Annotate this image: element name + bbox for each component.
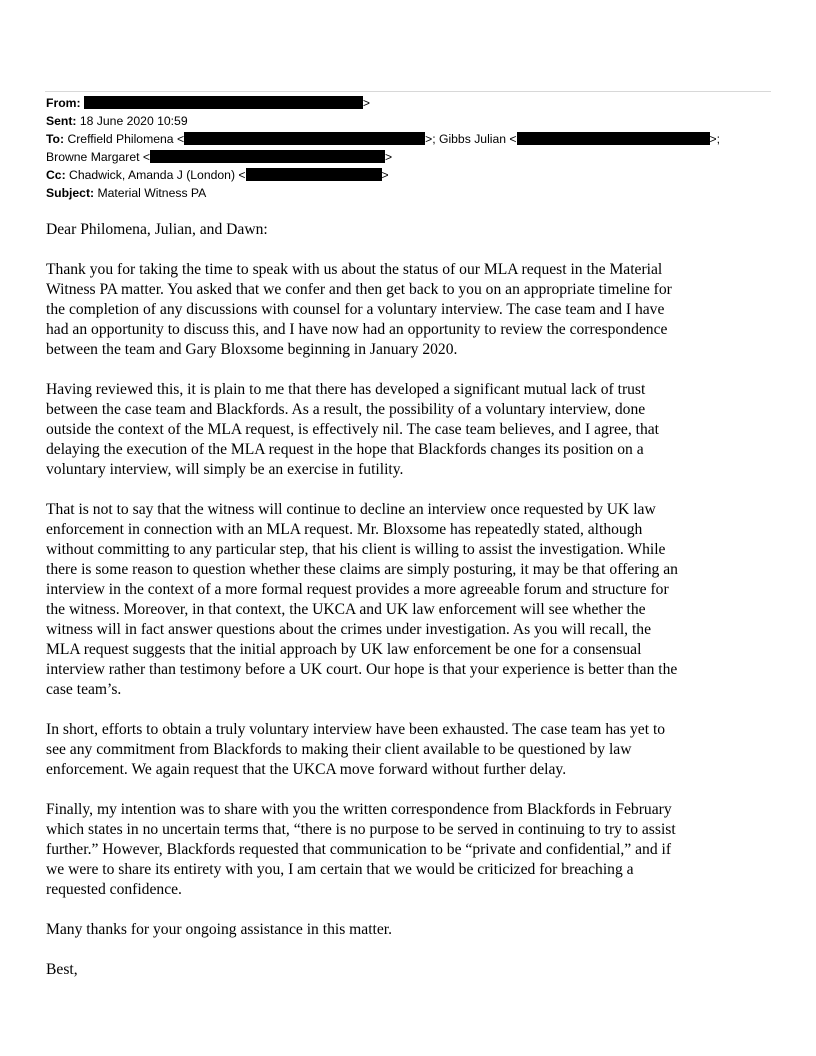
paragraph-line: voluntary interview, will simply be an exercise in futility. <box>46 461 404 478</box>
paragraph-line: had an opportunity to discuss this, and I have now had an opportunity to review the correspondence <box>46 321 668 338</box>
cc-label: Cc: <box>46 168 66 182</box>
paragraph-line: Thank you for taking the time to speak with us about the status of our MLA request in the Material <box>46 261 663 278</box>
redaction-box <box>517 132 710 145</box>
paragraph-line: MLA request suggests that the initial approach by UK law enforcement be one for a consensual <box>46 641 642 658</box>
to-line-continued <box>46 148 776 166</box>
paragraph-line: between the case team and Blackfords. As a result, the possibility of a voluntary interview, done <box>46 401 646 418</box>
sent-label: Sent: <box>46 114 77 128</box>
paragraph-6: Many thanks for your ongoing assistance in this matter. <box>46 921 393 938</box>
paragraph-line: Witness PA matter. You asked that we confer and then get back to you on an appropriate timeline for <box>46 281 672 298</box>
paragraph-line: Having reviewed this, it is plain to me that there has developed a significant mutual lack of trust <box>46 381 646 398</box>
paragraph-line: interview rather than testimony before a UK court. Our hope is that your experience is better than the <box>46 661 678 678</box>
paragraph-line: between the team and Gary Bloxsome beginning in January 2020. <box>46 341 458 358</box>
cc-close: > <box>381 168 389 182</box>
redaction-box <box>246 168 382 181</box>
paragraph-line: enforcement in connection with an MLA request. Mr. Bloxsome has repeatedly stated, although <box>46 521 643 538</box>
subject-label: Subject: <box>46 186 95 200</box>
paragraph-line: see any commitment from Blackfords to making their client available to be questioned by law <box>46 741 632 758</box>
salutation: Dear Philomena, Julian, and Dawn: <box>46 221 268 238</box>
paragraph-line: further.” However, Blackfords requested that communication to be “private and confidential,” and if <box>46 841 672 858</box>
to-recipient-3: Browne Margaret < <box>46 150 150 164</box>
to-close: > <box>384 150 393 164</box>
paragraph-1 <box>46 260 774 360</box>
paragraph-line: which states in no uncertain terms that, “there is no purpose to be served in continuing to try to assist <box>46 821 676 838</box>
paragraph-2 <box>46 380 774 480</box>
paragraph-line: requested confidence. <box>46 881 182 898</box>
redaction-box <box>150 150 385 163</box>
paragraph-line: the witness. Moreover, in that context, the UKCA and UK law enforcement will see whether the <box>46 601 646 618</box>
email-header <box>46 94 776 202</box>
cc-value: Chadwick, Amanda J (London) < <box>69 168 246 182</box>
letter-body <box>46 220 774 1000</box>
sent-line <box>46 112 776 130</box>
paragraph-3 <box>46 500 774 700</box>
cc-line <box>46 166 776 184</box>
paragraph-line: there is some reason to question whether these claims are simply posturing, it may be that offering an <box>46 561 678 578</box>
from-line <box>46 94 776 112</box>
paragraph-line: we were to share its entirety with you, I am certain that we would be criticized for breaching a <box>46 861 634 878</box>
header-divider <box>45 91 771 92</box>
paragraph-4 <box>46 720 774 780</box>
subject-value: Material Witness PA <box>97 186 207 200</box>
from-close: > <box>362 96 371 110</box>
closing: Best, <box>46 961 78 978</box>
to-recipient-1: Creffield Philomena < <box>67 132 185 146</box>
redaction-box <box>84 96 363 109</box>
paragraph-line: outside the context of the MLA request, is effectively nil. The case team believes, and I agree, that <box>46 421 659 438</box>
paragraph-line: the completion of any discussions with counsel for a voluntary interview. The case team and I have <box>46 301 665 318</box>
paragraph-line: delaying the execution of the MLA request in the hope that Blackfords changes its position on a <box>46 441 644 458</box>
paragraph-line: interview in the context of a more formal request provides a more agreeable forum and structure for <box>46 581 669 598</box>
to-line <box>46 130 776 148</box>
paragraph-line: witness will in fact answer questions about the crimes under investigation. As you will recall, the <box>46 621 651 638</box>
to-separator-2: >; <box>709 132 721 146</box>
paragraph-line: without committing to any particular step, that his client is willing to assist the investigation. While <box>46 541 666 558</box>
paragraph-line: Finally, my intention was to share with you the written correspondence from Blackfords in February <box>46 801 672 818</box>
paragraph-line: In short, efforts to obtain a truly voluntary interview have been exhausted. The case team has yet to <box>46 721 666 738</box>
from-label: From: <box>46 96 81 110</box>
paragraph-line: case team’s. <box>46 681 122 698</box>
paragraph-5 <box>46 800 774 900</box>
sent-value: 18 June 2020 10:59 <box>79 114 188 128</box>
to-label: To: <box>46 132 65 146</box>
to-separator-1: >; Gibbs Julian < <box>425 132 517 146</box>
subject-line <box>46 184 776 202</box>
paragraph-line: That is not to say that the witness will continue to decline an interview once requested by UK law <box>46 501 656 518</box>
redaction-box <box>184 132 425 145</box>
paragraph-line: enforcement. We again request that the UKCA move forward without further delay. <box>46 761 567 778</box>
